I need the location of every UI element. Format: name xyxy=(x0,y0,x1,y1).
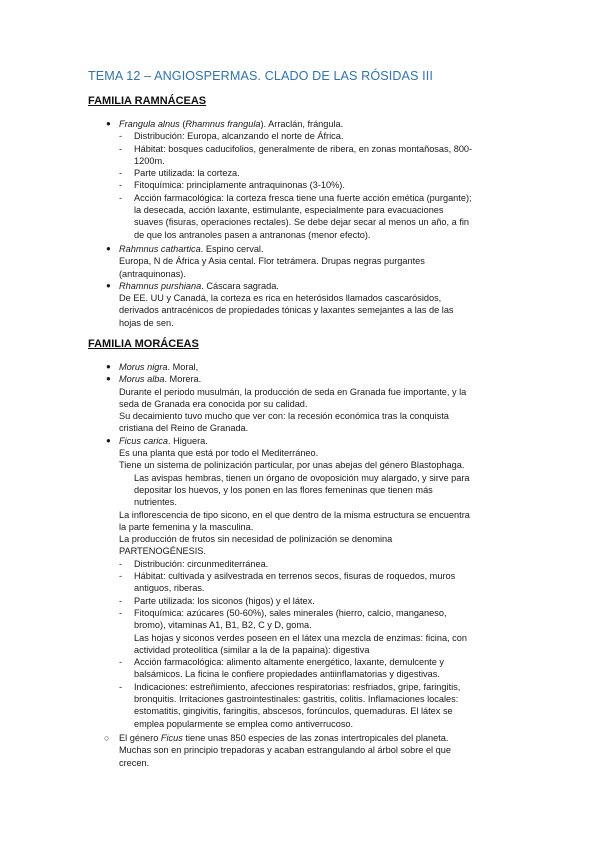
dash-list-item xyxy=(88,130,508,142)
species-name: Morus alba xyxy=(119,374,165,385)
text-line: PARTENOGÉNESIS. xyxy=(119,546,206,557)
bullet-icon: ● xyxy=(106,243,111,253)
text-line: Su decaimiento tuvo mucho que ver con: la recesión económica tras la conquista xyxy=(119,411,449,422)
text-line: seda de Granada era conocida por su calidad. xyxy=(119,398,308,409)
species-name: Morus nigra xyxy=(119,362,168,372)
text-line: Indicaciones: estreñimiento, afecciones respiratorias: resfriados, gripe, faringitis, xyxy=(134,681,461,692)
text-line: antiguos, riberas. xyxy=(134,583,205,594)
text-line: la parte femenina y la masculina. xyxy=(119,521,254,532)
dash-list-item xyxy=(88,167,508,179)
text-line: Durante el periodo musulmán, la producción de seda en Granada fue importante, y la xyxy=(119,386,467,397)
text-line: Europa, N de África y Asia cental. Flor tetrámera. Drupas negras purgantes xyxy=(119,256,425,267)
bullet-icon: ● xyxy=(106,435,111,445)
text-line: crecen. xyxy=(119,757,150,768)
dash-marker: - xyxy=(119,168,123,179)
species-name: Frangula alnus xyxy=(119,119,180,129)
text-line: emplea popularmente se emplea como antiverrucoso. xyxy=(134,718,354,729)
text: ( xyxy=(179,119,186,129)
bullet-icon: ● xyxy=(106,362,111,371)
text-line: Hábitat: bosques caducifolios, generalmente de ribera, en zonas montañosas, 800- xyxy=(134,143,473,154)
dash-list-item xyxy=(88,192,508,241)
dash-marker: - xyxy=(119,595,123,606)
list-item-morus-alba xyxy=(88,373,508,385)
text-line: (antraquinonas). xyxy=(119,268,186,279)
text-line: hojas de sen. xyxy=(119,317,174,328)
text-line: Tiene un sistema de polinización particular, por unas abejas del género Blastophaga. xyxy=(119,460,465,471)
text: El género xyxy=(119,732,161,743)
dash-marker: - xyxy=(119,571,123,582)
text: . Cáscara sagrada. xyxy=(201,280,279,291)
text-line: Muchas son en principio trepadoras y acaban estrangulando al árbol sobre el que xyxy=(119,745,451,756)
text-line: de que los antranoles pasen a antranonas (menor efecto). xyxy=(134,229,371,240)
moraceas-section xyxy=(88,361,508,769)
text: tiene unas 850 especies de las zonas intertropicales del planeta. xyxy=(182,732,449,743)
dash-marker: - xyxy=(119,681,123,692)
text-line: cristiana del Reino de Granada. xyxy=(119,423,249,434)
text-line: Las avispas hembras, tienen un órgano de ovoposición muy alargado, y sirve para xyxy=(134,472,470,483)
text-line: Parte utilizada: la corteza. xyxy=(134,168,240,179)
dash-marker: - xyxy=(119,657,123,668)
species-name: Ficus carica xyxy=(119,435,169,446)
text-line: suaves (fisuras, operaciones rectales). Se debe dejar secar al menos un año, a fin xyxy=(134,217,470,228)
dash-marker: - xyxy=(119,143,123,154)
text-line: Es una planta que está por todo el Mediterráneo. xyxy=(119,448,319,459)
dash-list-item xyxy=(88,143,508,168)
text-line: nutrientes. xyxy=(134,497,177,508)
text: . Morera. xyxy=(164,374,202,385)
document-title: TEMA 12 – ANGIOSPERMAS. CLADO DE LAS RÓSIDAS III xyxy=(88,69,433,83)
dash-marker: - xyxy=(119,558,123,569)
text-line: derivados antracénicos de propiedades tónicas y laxantes semejantes a las de las xyxy=(119,305,454,316)
text-line: Fitoquímica: azúcares (50-60%), sales minerales (hierro, calcio, manganeso, xyxy=(134,607,447,618)
dash-list-item xyxy=(88,656,508,681)
text-line: De EE. UU y Canadá, la corteza es rica en heterósidos llamados cascarósidos, xyxy=(119,293,442,304)
heading-moraceas: FAMILIA MORÁCEAS xyxy=(88,338,199,350)
species-name: Rhamnus purshiana xyxy=(119,280,202,291)
text-line: actividad proteolítica (similar a la de la papaina): digestiva xyxy=(134,644,370,655)
dash-list-item xyxy=(88,558,508,570)
hollow-bullet-icon: ○ xyxy=(104,732,110,743)
heading-ramnaceas: FAMILIA RAMNÁCEAS xyxy=(88,95,207,107)
dash-list-item xyxy=(88,681,508,730)
list-item-frangula xyxy=(88,118,508,130)
species-name: Rahmnus cathartica xyxy=(119,243,201,254)
ramnaceas-section xyxy=(88,118,508,329)
list-item-purshiana xyxy=(88,280,508,292)
dash-marker: - xyxy=(119,607,123,618)
text: . Espino cerval. xyxy=(200,243,264,254)
text-line: 1200m. xyxy=(134,155,165,166)
dash-marker: - xyxy=(119,180,123,191)
dash-list-item xyxy=(88,595,508,607)
text: ). Arraclán, frángula. xyxy=(260,119,344,129)
list-item-cathartica xyxy=(88,243,508,255)
bullet-icon: ● xyxy=(106,280,111,290)
dash-list-item xyxy=(88,570,508,595)
list-item-genus-ficus xyxy=(88,732,508,744)
bullet-icon: ● xyxy=(106,119,111,128)
dash-marker: - xyxy=(119,192,123,203)
genus-name: Ficus xyxy=(160,732,183,743)
text: . Moral, xyxy=(167,362,199,372)
text-line: Distribución: Europa, alcanzando el norte de África. xyxy=(134,131,344,142)
text-line: Distribución: circunmediterránea. xyxy=(134,558,269,569)
dash-list-item xyxy=(88,179,508,191)
text-line: estomatitis, gingivitis, faringitis, abscesos, forúnculos, quemaduras. El látex se xyxy=(134,706,453,717)
text-line: Acción farmacológica: alimento altamente energético, laxante, demulcente y xyxy=(134,657,444,668)
dash-marker: - xyxy=(119,131,123,142)
text: . Higuera. xyxy=(168,435,208,446)
text-line: La producción de frutos sin necesidad de polinización se denomina xyxy=(119,534,393,545)
bullet-icon: ● xyxy=(106,374,111,384)
text-line: Las hojas y siconos verdes poseen en el látex una mezcla de enzimas: ficina, con xyxy=(134,632,467,643)
dash-list-item xyxy=(88,607,508,632)
text-line: Parte utilizada: los siconos (higos) y el látex. xyxy=(134,595,315,606)
text-line: Acción farmacológica: la corteza fresca tiene una fuerte acción emética (purgante); xyxy=(134,192,472,203)
text-line: depositar los huevos, y los ponen en las flores femeninas que tienen más xyxy=(134,484,433,495)
text-line: bronquitis. Irritaciones gastrointestinales: gastritis, colitis. Inflamaciones locales: xyxy=(134,694,459,705)
text-line: Fitoquímica: principlamente antraquinonas (3-10%). xyxy=(134,180,345,191)
text-line: la desecada, acción laxante, estimulante, especialmente para evacuaciones xyxy=(134,205,444,216)
text-line: Hábitat: cultivada y asilvestrada en terrenos secos, fisuras de roquedos, muros xyxy=(134,571,456,582)
text-line: La inflorescencia de tipo sicono, en el que dentro de la misma estructura se encuentra xyxy=(119,509,470,520)
synonym: Rhamnus frangula xyxy=(185,119,261,129)
list-item-morus-nigra xyxy=(88,361,508,373)
text-line: bromo), vitaminas A1, B1, B2, C y D, goma. xyxy=(134,620,312,631)
text-line: balsámicos. La ficina le confiere propiedades antiinflamatorias y digestivas. xyxy=(134,669,440,680)
list-item-ficus-carica xyxy=(88,435,508,447)
